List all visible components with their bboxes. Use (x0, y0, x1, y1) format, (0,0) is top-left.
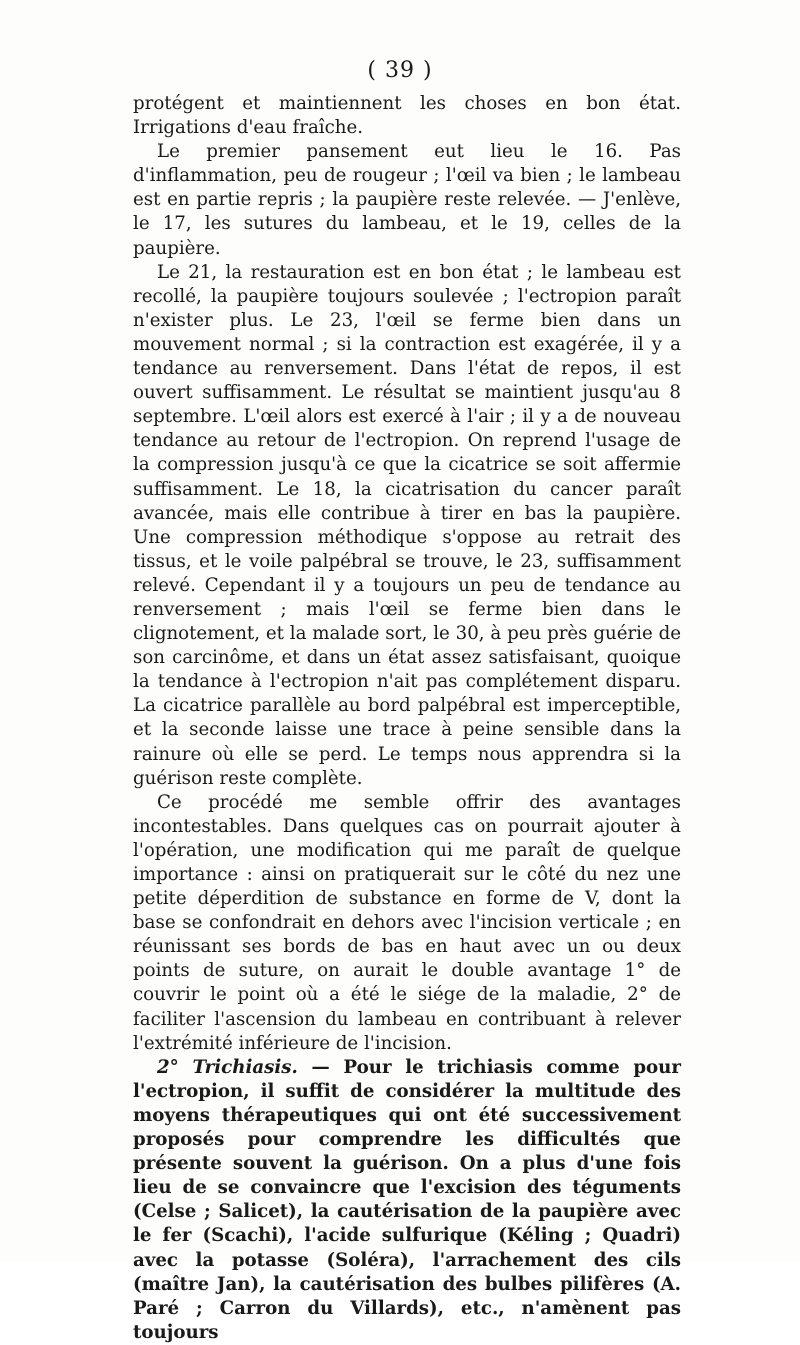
paragraph-procedure: Ce procédé me semble offrir des avantages incontestables. Dans quelques cas on pourrait ajouter à l'opération, une modification qui me paraît de quelque importance : ainsi on pratiquerait sur le côté du nez une petite déperdition de substance en forme de V, dont la base se confondrait en dehors avec l'incision verticale ; en réunissant ses bords de bas en haut avec un ou deux points de suture, on aurait le double avantage 1° de couvrir le point où a été le siége de la maladie, 2° de faciliter l'ascension du lambeau en contribuant à relever l'extrémité inférieure de l'incision. (133, 791, 681, 1054)
section-heading-trichiasis: 2° Trichiasis. (157, 1056, 298, 1078)
paragraph-continuation: protégent et maintiennent les choses en bon état. Irrigations d'eau fraîche. (133, 93, 681, 139)
paragraph-first-dressing: Le premier pansement eut lieu le 16. Pas d'inflammation, peu de rougeur ; l'œil va bien ; le lambeau est en partie repris ; la paupière reste relevée. — J'enlève, le 17, les sutures du lambeau, et le 19, celles de la paupière. (133, 141, 681, 259)
paragraph-trichiasis-text: — Pour le trichiasis comme pour l'ectropion, il suffit de considérer la multitude des moyens thérapeutiques qui ont été successivement proposés pour comprendre les difficultés que présente souvent la guérison. On a plus d'une fois lieu de se convaincre que l'excision des téguments (Celse ; Salicet), la cautérisation de la paupière avec le fer (Scachi), l'acide sulfurique (Kéling ; Quadri) avec la potasse (Soléra), l'arrachement des cils (maître Jan), la cautérisation des bulbes pilifères (A. Paré ; Carron du Villards), etc., n'amènent pas toujours (133, 1056, 681, 1343)
paragraph-restoration: Le 21, la restauration est en bon état ; le lambeau est recollé, la paupière toujours soulevée ; l'ectropion paraît n'exister plus. Le 23, l'œil se ferme bien dans un mouvement normal ; si la contraction est exagérée, il y a tendance au renversement. Dans l'état de repos, il est ouvert suffisamment. Le résultat se maintient jusqu'au 8 septembre. L'œil alors est exercé à l'air ; il y a de nouveau tendance au retour de l'ectropion. On reprend l'usage de la compression jusqu'à ce que la cicatrice se soit affermie suffisamment. Le 18, la cicatrisation du cancer paraît avancée, mais elle contribue à tirer en bas la paupière. Une compression méthodique s'oppose au retrait des tissus, et le voile palpébral se trouve, le 23, suffisamment relevé. Cependant il y a toujours un peu de tendance au renversement ; mais l'œil se ferme bien dans le clignotement, et la malade sort, le 30, à peu près guérie de son carcinôme, et dans un état assez satisfaisant, quoique la tendance à l'ectropion n'ait pas complétement disparu. La cicatrice parallèle au bord palpébral est imperceptible, et la seconde laisse une trace à peine sensible dans la rainure où elle se perd. Le temps nous apprendra si la guérison reste complète. (133, 261, 681, 789)
paragraph-trichiasis (133, 1056, 681, 1345)
page-number: ( 39 ) (367, 58, 433, 83)
body-text (133, 92, 681, 1345)
